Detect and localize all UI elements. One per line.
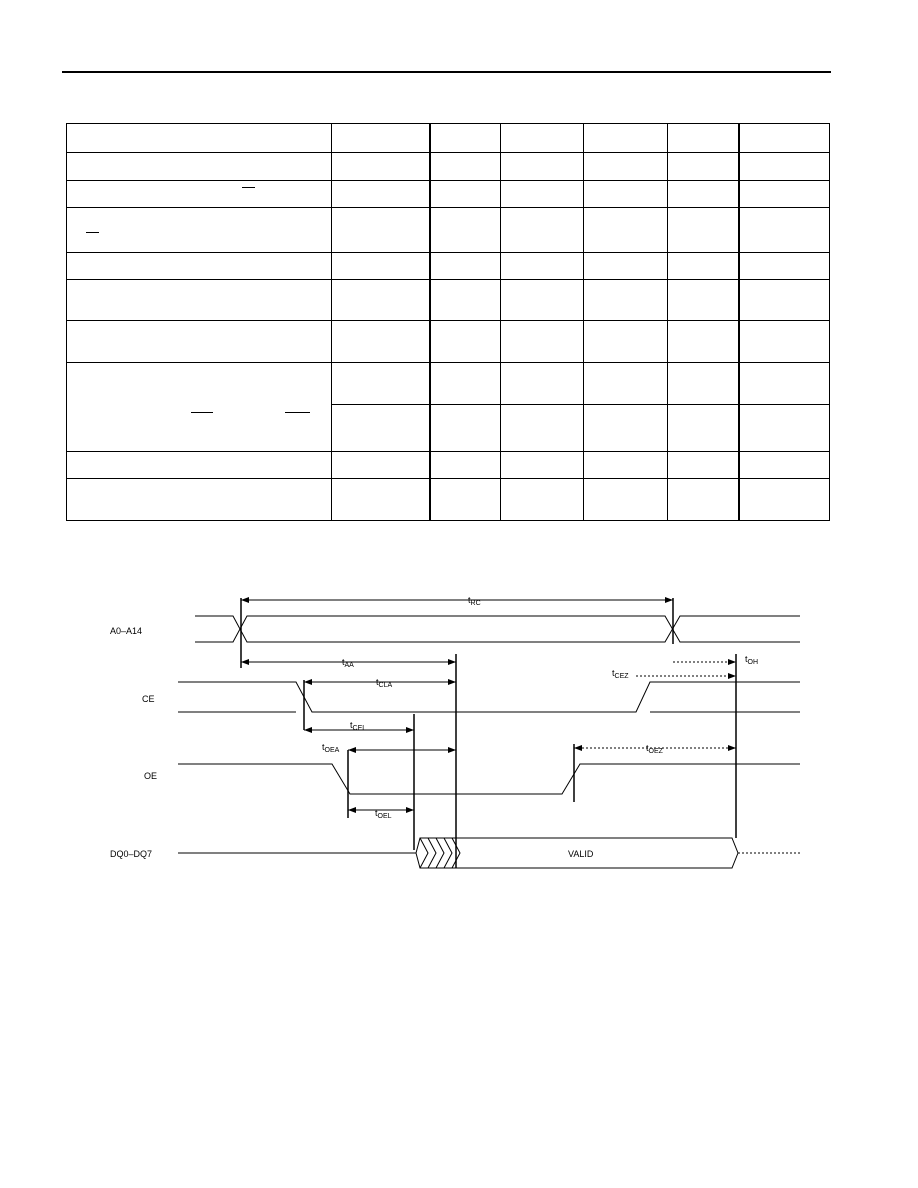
taa-label: $t_{AA}$ xyxy=(342,657,354,669)
ce-waveform xyxy=(178,680,800,730)
toez-label: $t_{OEZ}$ xyxy=(646,743,663,755)
table-row-divider xyxy=(66,451,830,452)
table-row-divider xyxy=(66,478,830,479)
table-row-divider-partial xyxy=(331,404,830,405)
table-border-right xyxy=(829,123,830,521)
signal-label-dq: DQ0–DQ7 xyxy=(110,849,153,859)
table-row-divider xyxy=(66,180,830,181)
signal-label-address: A0–A14 xyxy=(110,626,143,636)
toh-label: $t_{OH}$ xyxy=(745,654,759,666)
table-row-divider xyxy=(66,252,830,253)
oe-waveform xyxy=(178,744,800,818)
toea-label: $t_{OEA}$ xyxy=(322,742,340,754)
overbar-mark xyxy=(191,412,213,413)
table-col-divider xyxy=(500,123,501,521)
table-col-divider xyxy=(583,123,584,521)
table-row-divider xyxy=(66,207,830,208)
tcez-label: $t_{CEZ}$ xyxy=(612,668,629,680)
timing-svg xyxy=(100,580,820,890)
table-col-divider xyxy=(667,123,668,521)
table-col-divider xyxy=(331,123,332,521)
trc-label: $t_{RC}$ xyxy=(468,595,481,607)
table-row-divider xyxy=(66,320,830,321)
table-col-divider xyxy=(738,123,740,521)
overbar-mark xyxy=(242,187,255,188)
header-rule xyxy=(62,71,831,73)
table-border-left xyxy=(66,123,67,521)
table-border-bottom xyxy=(66,520,830,521)
arrowheads xyxy=(241,597,736,813)
table-row-divider xyxy=(66,279,830,280)
signal-label-ce: CE xyxy=(142,694,155,704)
signal-label-oe: OE xyxy=(144,771,158,781)
dq-waveform xyxy=(178,838,800,868)
table-border-top xyxy=(66,123,830,124)
tcel-label: $t_{CEL}$ xyxy=(350,720,367,732)
overbar-mark xyxy=(285,412,310,413)
address-waveform xyxy=(195,598,800,668)
toel-label: $t_{OEL}$ xyxy=(375,808,392,820)
table-row-divider xyxy=(66,362,830,363)
valid-label: VALID xyxy=(568,849,594,859)
table-col-divider xyxy=(429,123,431,521)
overbar-mark xyxy=(86,232,99,233)
read-cycle-timing-diagram xyxy=(100,580,820,890)
ac-characteristics-table xyxy=(66,123,830,521)
tcla-label: $t_{CLA}$ xyxy=(376,677,393,689)
table-row-divider xyxy=(66,152,830,153)
